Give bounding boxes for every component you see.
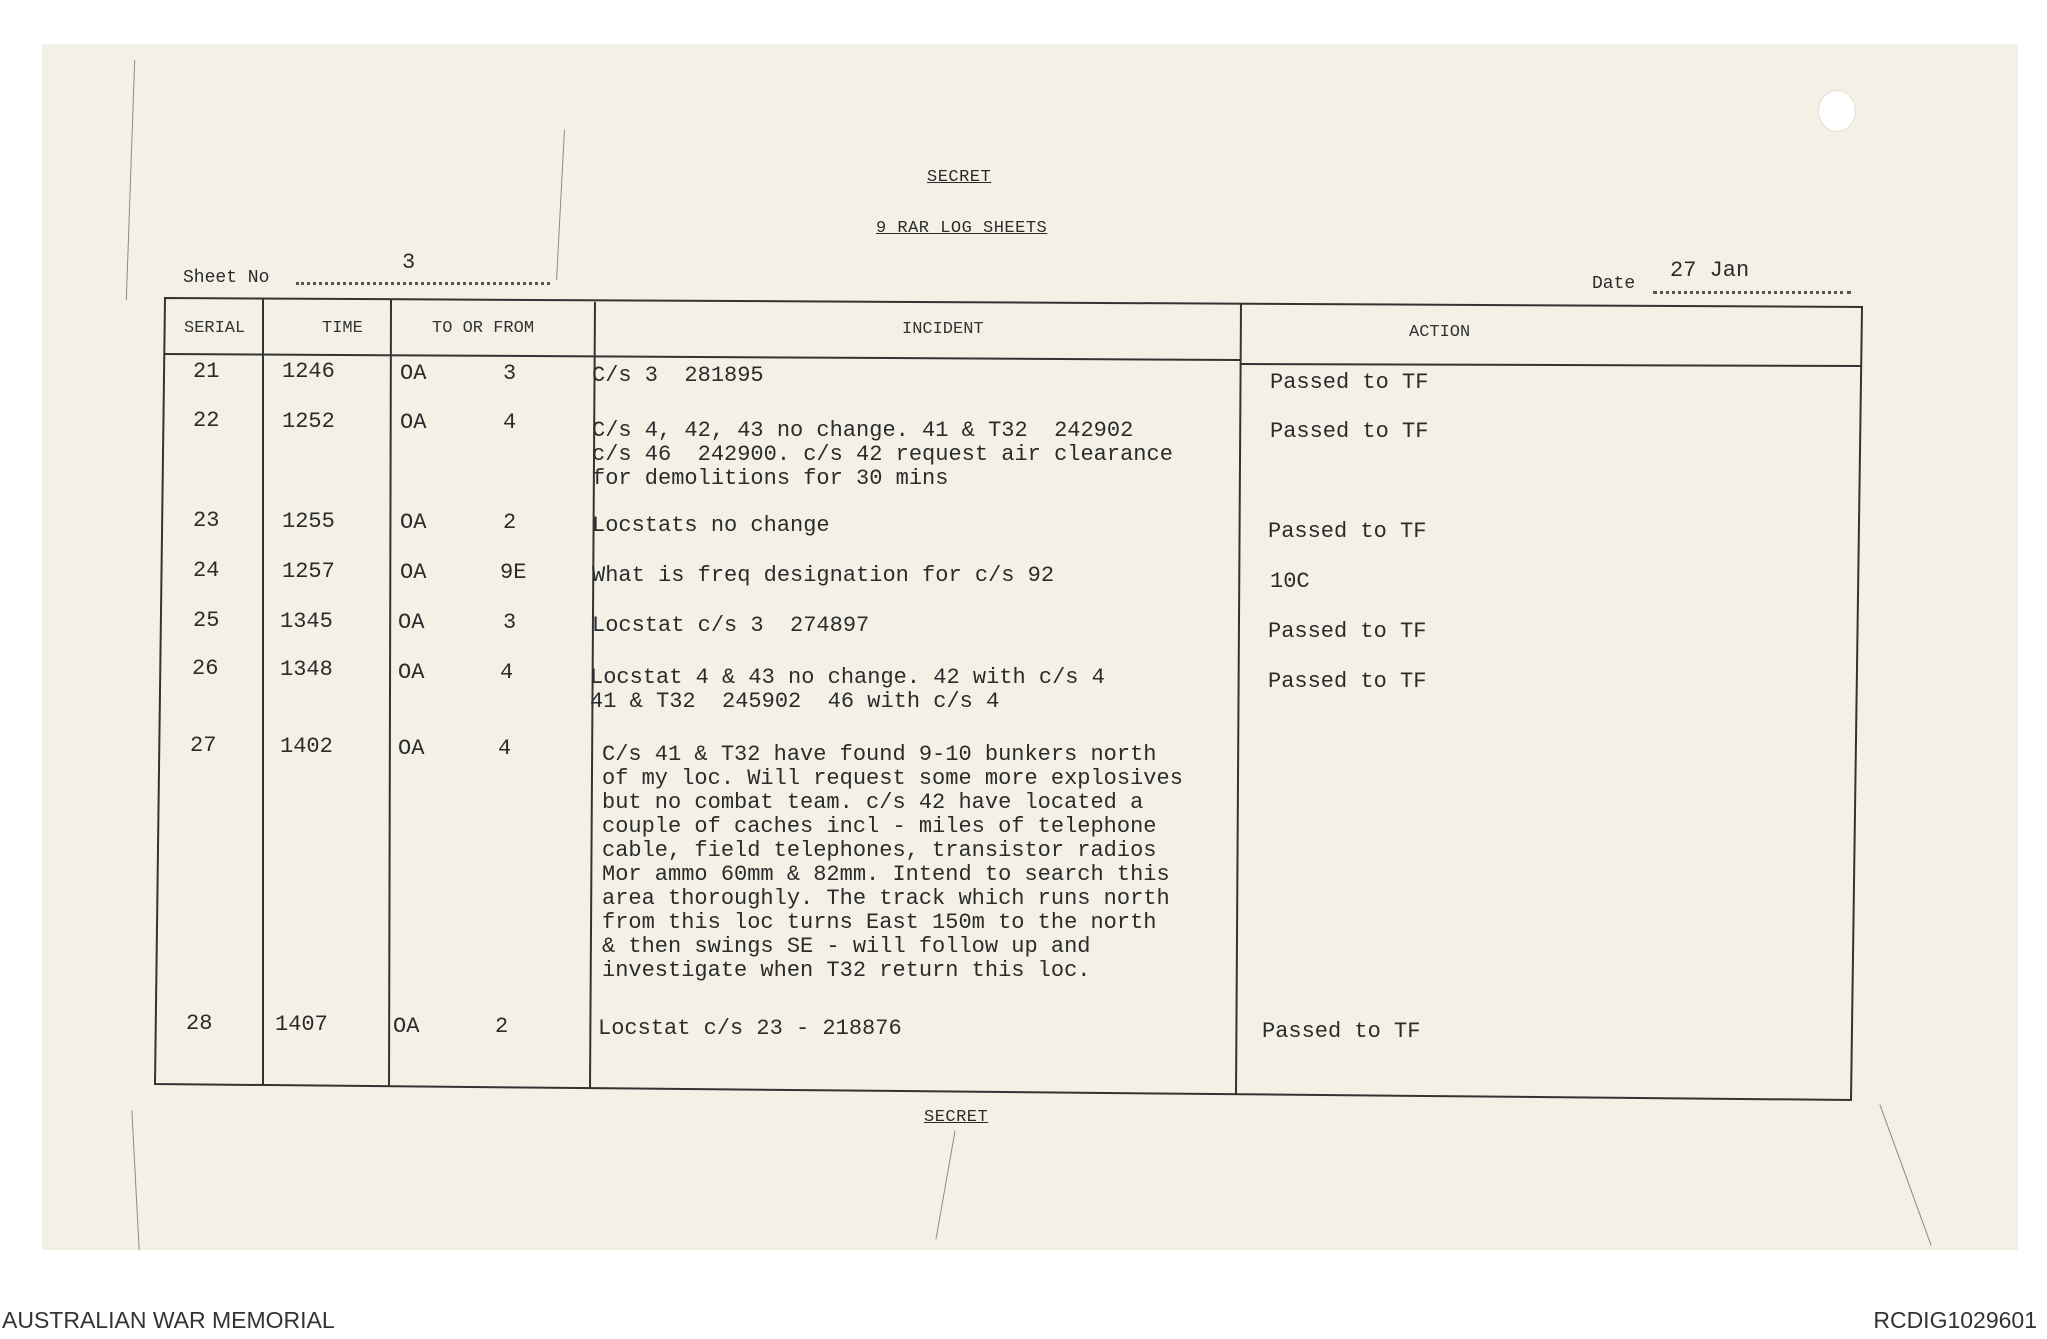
classification-bottom: SECRET [924,1108,989,1127]
table-row-action: Passed to TF [1262,1019,1421,1044]
table-row-incident: What is freq designation for c/s 92 [592,563,1055,588]
archive-caption-strip [0,1300,2047,1339]
table-row-time: 1246 [282,359,335,384]
table-row-to: OA [398,660,425,685]
table-row-serial: 28 [186,1011,213,1036]
table-row-time: 1345 [280,609,333,634]
table-row-serial: 25 [193,608,220,633]
date-value: 27 Jan [1670,258,1750,283]
table-row-incident: Locstats no change [592,513,830,538]
table-row-serial: 22 [193,408,220,433]
punch-hole [1818,90,1856,132]
date-label: Date [1592,274,1636,294]
table-row-time: 1402 [280,734,333,759]
column-header-to-or-from: TO OR FROM [432,319,535,338]
table-row-from: 3 [503,361,517,386]
sheet-number: 3 [402,250,416,275]
table-row-action: Passed to TF [1268,669,1427,694]
table-row-serial: 26 [192,656,219,681]
table-row-to: OA [400,510,427,535]
table-row-to: OA [393,1014,420,1039]
table-row-from: 4 [500,660,514,685]
column-header-serial: SERIAL [184,319,246,338]
table-row-from: 2 [495,1014,509,1039]
table-row-from: 4 [498,736,512,761]
table-row-incident: C/s 4, 42, 43 no change. 41 & T32 242902 c/s 46 242900. c/s 42 request air clearance for demolitions for 30 mins [592,418,1173,491]
table-row-action: Passed to TF [1270,370,1429,395]
column-header-time: TIME [322,319,363,338]
table-row-time: 1255 [282,509,335,534]
table-row-time: 1252 [282,409,335,434]
table-row-time: 1407 [275,1012,328,1037]
table-row-action: Passed to TF [1268,519,1427,544]
sheet-label: Sheet No [183,268,270,288]
table-row-to: OA [400,560,427,585]
table-row-to: OA [400,410,427,435]
table-row-serial: 24 [193,558,220,583]
column-header-action: ACTION [1409,323,1471,342]
sheet-dotted-line [296,270,550,285]
archive-reference: RCDIG1029601 [1873,1307,2037,1333]
table-row-from: 3 [503,610,517,635]
table-row-incident: C/s 41 & T32 have found 9-10 bunkers north of my loc. Will request some more explosives but no combat team. c/s 42 have located a couple of caches incl - miles of telephone cable, field telephones, transistor radios Mor ammo 60mm & 82mm. Intend to search this area thoroughly. The track which runs north from this loc turns East 150m to the north & then swings SE - will follow up and investigate when T32 return this loc. [602,742,1183,983]
table-row-from: 9E [500,560,527,585]
table-row-action: Passed to TF [1270,419,1429,444]
table-row-incident: Locstat 4 & 43 no change. 42 with c/s 4 41 & T32 245902 46 with c/s 4 [590,665,1105,714]
table-row-serial: 27 [190,733,217,758]
column-header-incident: INCIDENT [902,320,984,339]
page-title: 9 RAR LOG SHEETS [876,219,1048,238]
table-row-from: 2 [503,510,517,535]
table-row-from: 4 [503,410,517,435]
table-row-to: OA [398,610,425,635]
table-row-incident: Locstat c/s 23 - 218876 [598,1016,902,1041]
table-row-time: 1257 [282,559,335,584]
table-row-incident: Locstat c/s 3 274897 [592,613,870,638]
table-row-to: OA [398,736,425,761]
table-row-serial: 21 [193,359,220,384]
classification-top: SECRET [927,168,992,187]
archive-name: AUSTRALIAN WAR MEMORIAL [2,1307,335,1333]
table-row-action: Passed to TF [1268,619,1427,644]
table-row-to: OA [400,361,427,386]
table-row-incident: C/s 3 281895 [592,363,764,388]
table-row-time: 1348 [280,657,333,682]
table-row-serial: 23 [193,508,220,533]
table-row-action: 10C [1270,569,1310,594]
